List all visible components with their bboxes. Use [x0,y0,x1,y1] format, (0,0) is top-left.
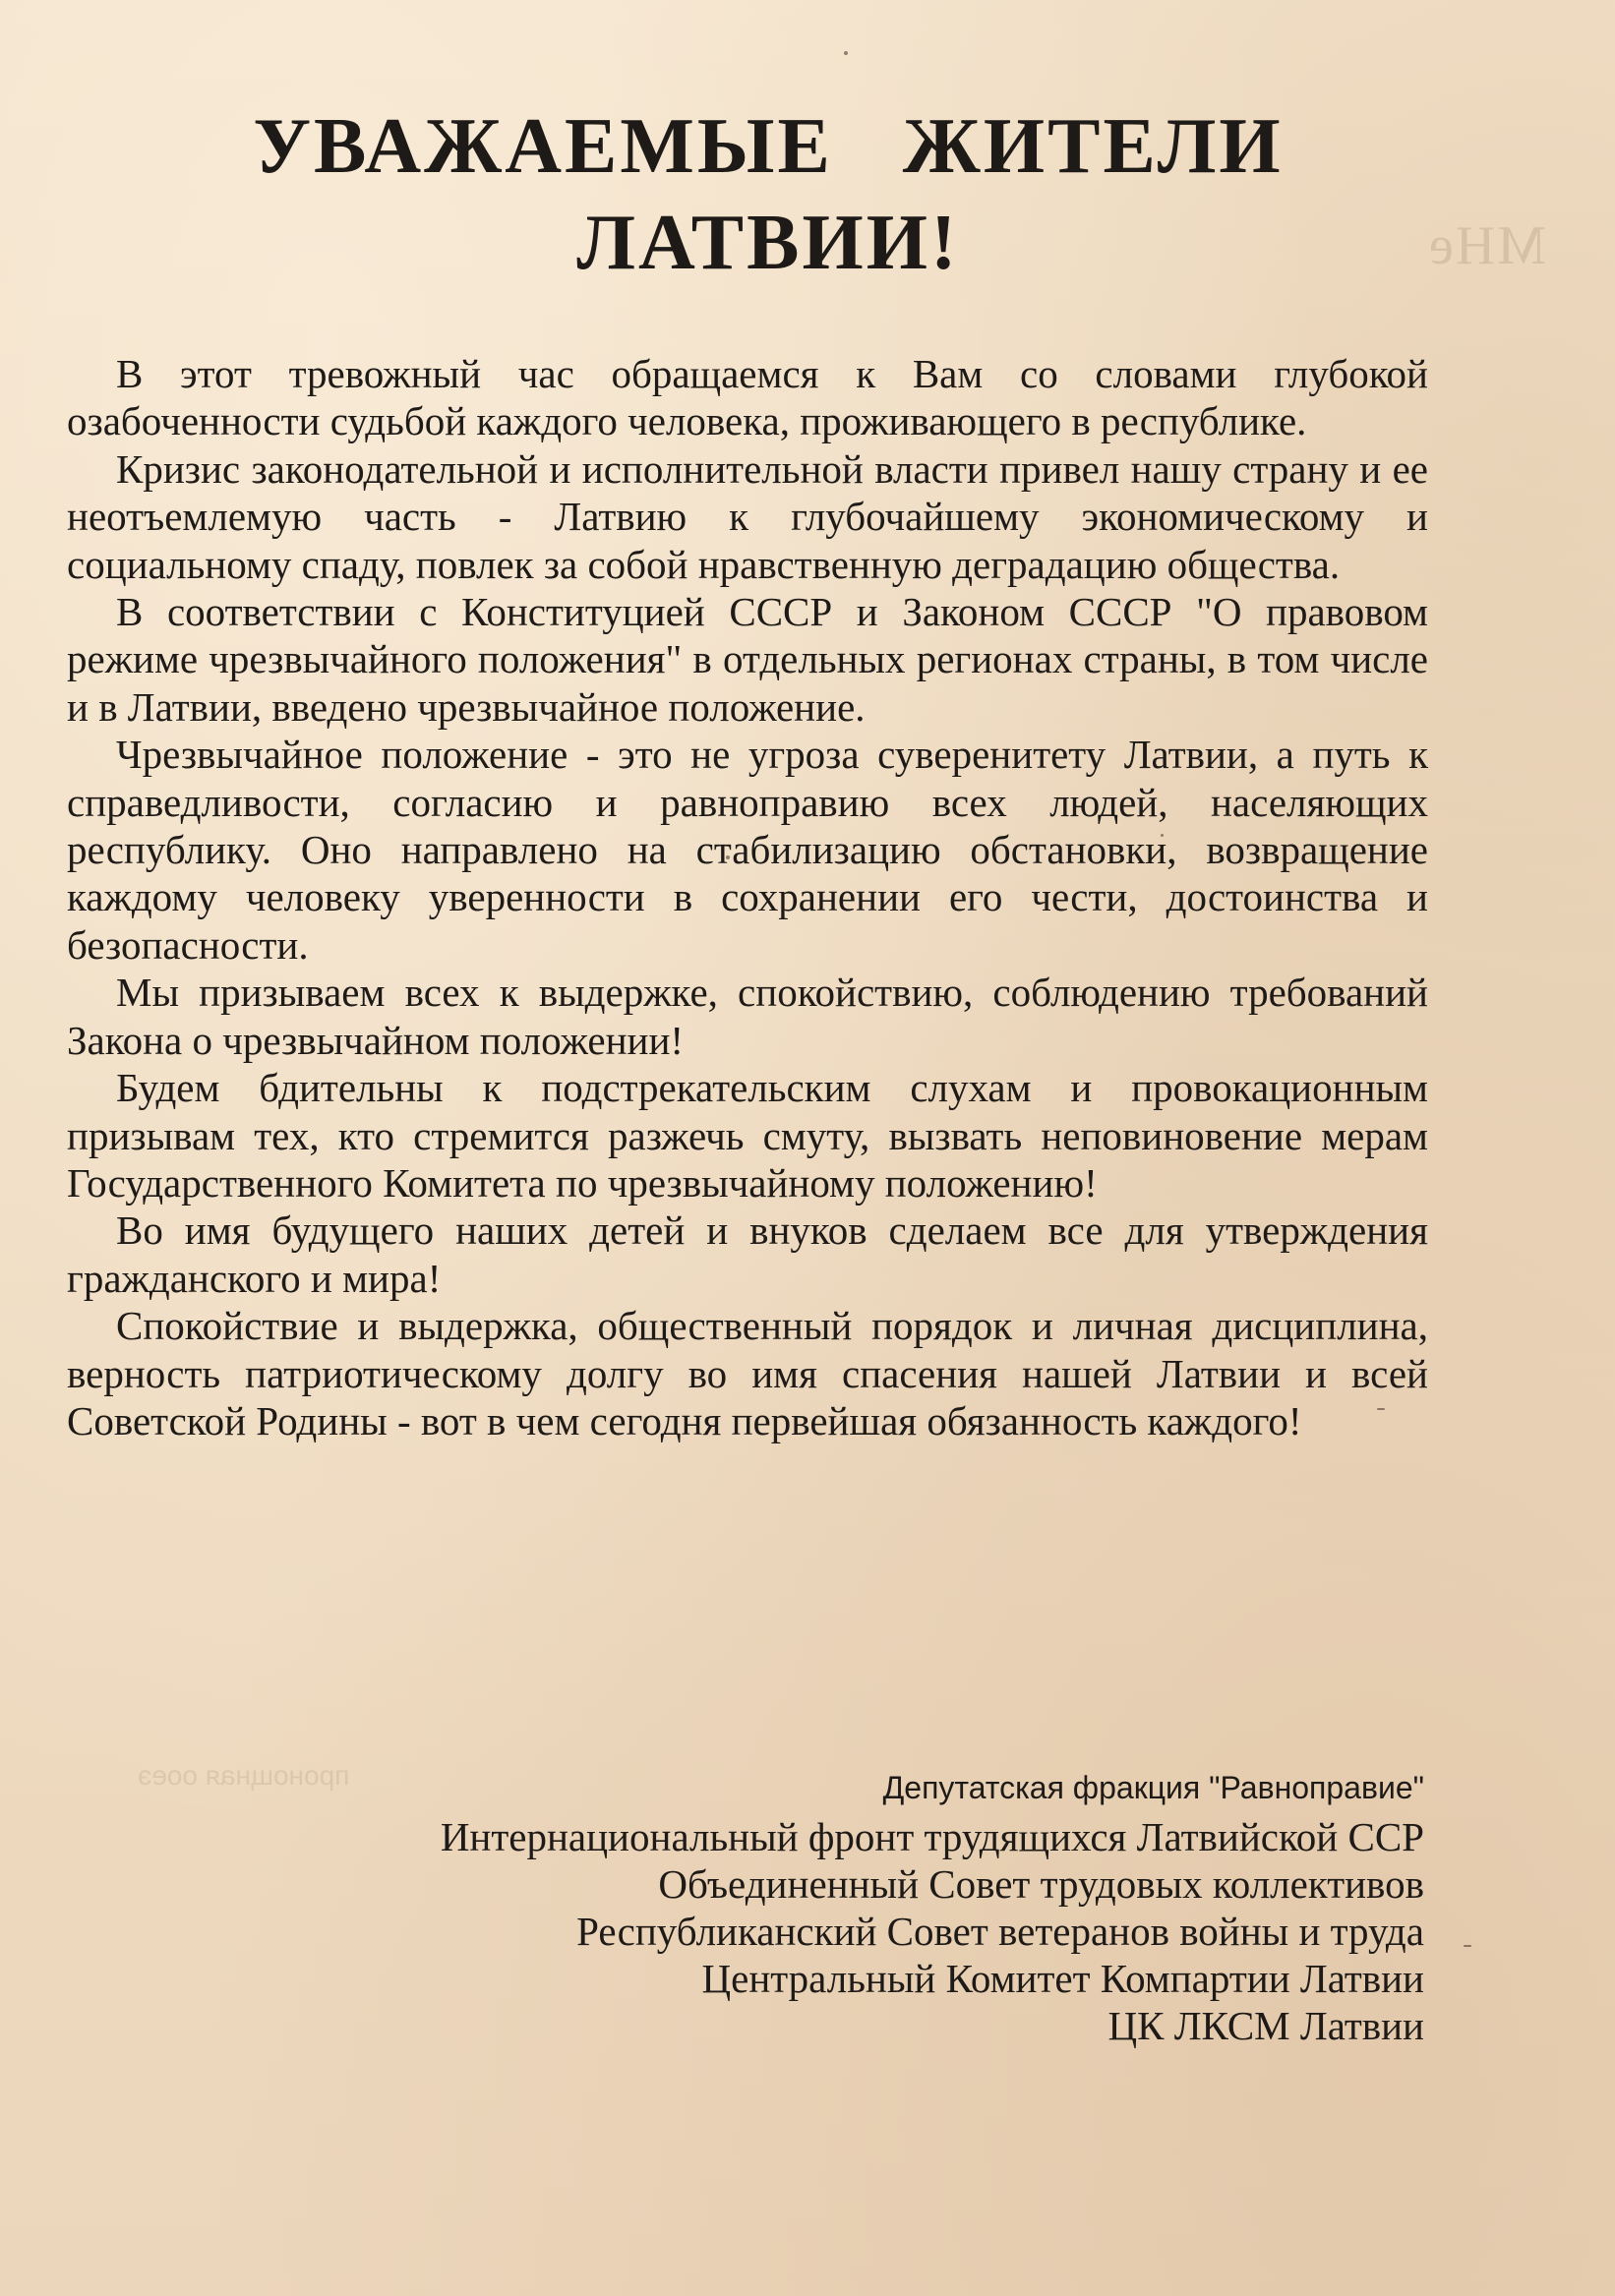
signature-line: Депутатская фракция "Равноправие" [882,1770,1424,1805]
paragraph: Будем бдительны к подстрекательским слухам и провокационным призывам тех, кто стремится разжечь смуту, вызвать неповиновение мерам Государственного Комитета по чрезвычайному положению! [67,1065,1428,1206]
paragraph: Чрезвычайное положение - это не угроза суверенитету Латвии, а путь к справедливости, согласию и равноправию всех людей, населяющих республику. Оно направлено на стабилизацию обстановки, возвращение каждому человеку уверенности в сохранении его чести, достоинства и безопасности. [67,732,1428,968]
signature-line: Объединенный Совет трудовых коллективов [658,1861,1424,1907]
bleed-through-mark: MHe [1426,215,1546,276]
appeal-body [67,350,1428,1444]
paper-speck [1464,1945,1471,1947]
paragraph: В соответствии с Конституцией СССР и Законом СССР "О правовом режиме чрезвычайного положения" в отдельных регионах страны, в том числе и в Латвии, введено чрезвычайное положение. [67,589,1428,730]
signatures-block [441,1766,1424,2049]
paragraph: Спокойствие и выдержка, общественный порядок и личная дисциплина, верность патриотическому долгу во имя спасения нашей Латвии и всей Советской Родины - вот в чем сегодня первейшая обязанность каждого! [67,1303,1428,1443]
bleed-through-mark: пронощная ооеэ [138,1760,350,1791]
title-line-2: ЛАТВИИ! [576,200,960,286]
paragraph: В этот тревожный час обращаемся к Вам со словами глубокой озабоченности судьбой каждого человека, проживающего в республике. [67,351,1428,444]
paragraph: Во имя будущего наших детей и внуков сделаем все для утверждения гражданского и мира! [67,1207,1428,1301]
page-title [0,98,1517,291]
signature-line: Интернациональный фронт трудящихся Латвийской ССР [440,1814,1424,1859]
paragraph: Кризис законодательной и исполнительной власти привел нашу страну и ее неотъемлемую часть - Латвию к глубочайшему экономическому и социальному спаду, повлек за собой нравственную деградацию общества. [67,445,1428,587]
signature-line: ЦК ЛКСМ Латвии [1107,2003,1424,2048]
signature-line: Республиканский Совет ветеранов войны и труда [576,1909,1424,1954]
paper-speck [844,51,848,55]
paragraph: Мы призываем всех к выдержке, спокойствию, соблюдению требований Закона о чрезвычайном положении! [67,970,1428,1063]
signature-line: Центральный Комитет Компартии Латвии [701,1956,1424,2001]
title-line-1: УВАЖАЕМЫЕ ЖИТЕЛИ [253,103,1284,190]
